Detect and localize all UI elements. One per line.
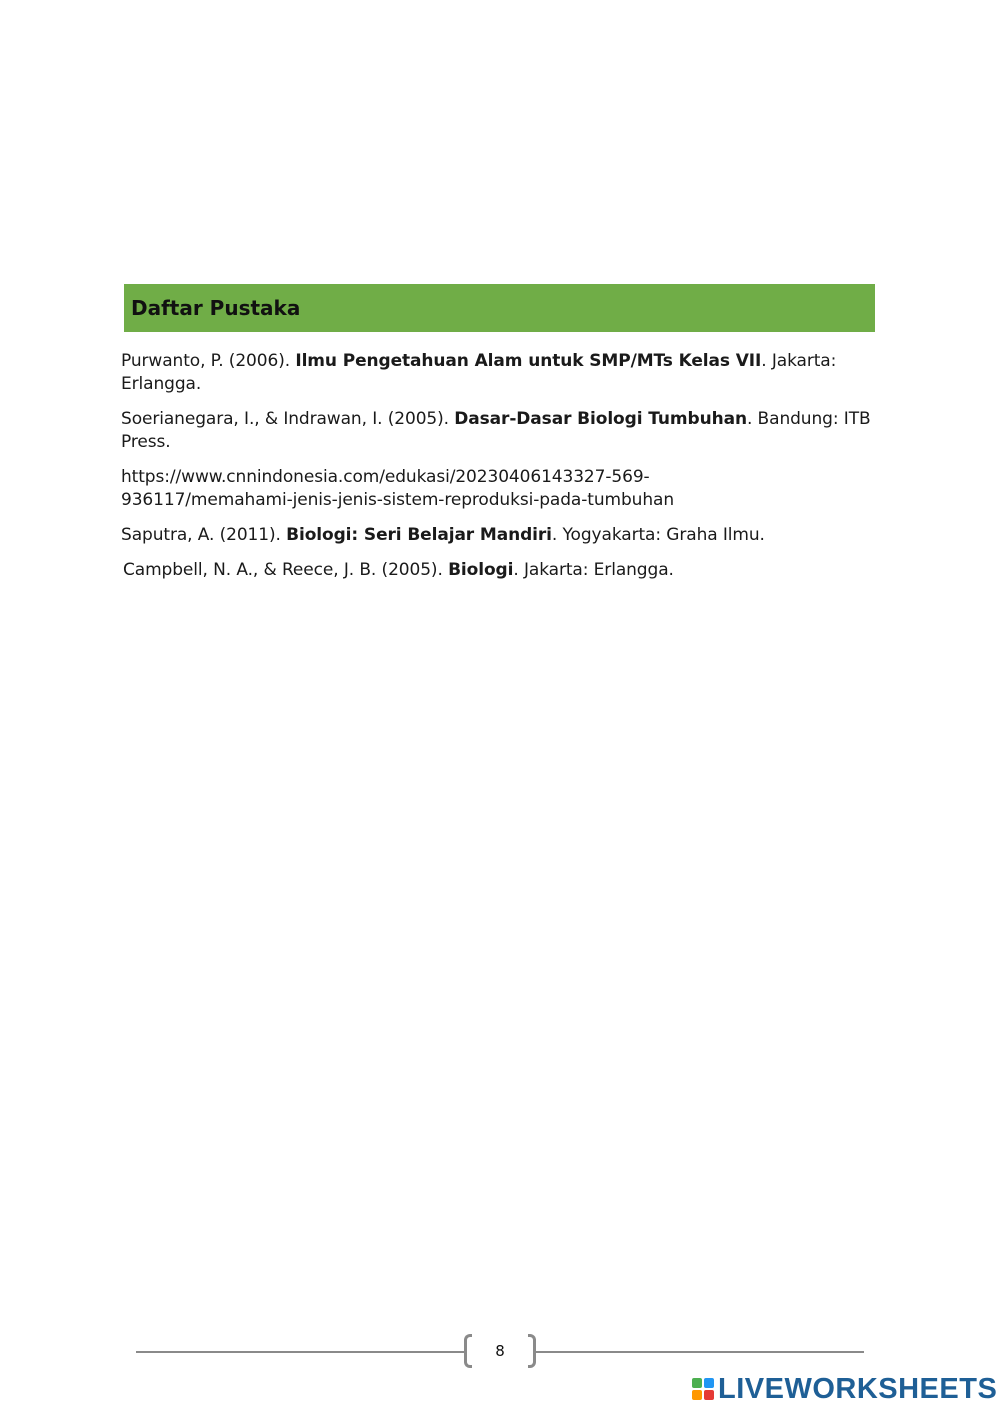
reference-item-url: [121, 466, 881, 512]
logo-square-icon: [704, 1378, 714, 1388]
reference-item: [121, 524, 881, 547]
reference-item: [121, 350, 881, 396]
reference-list: [121, 350, 881, 594]
reference-publisher: . Jakarta: Erlangga.: [513, 560, 674, 580]
reference-publisher: . Yogyakarta: Graha Ilmu.: [551, 525, 765, 545]
reference-title: Ilmu Pengetahuan Alam untuk SMP/MTs Kelas VII: [295, 351, 762, 371]
reference-item: [123, 559, 881, 582]
brand-watermark[interactable]: [692, 1373, 997, 1405]
brand-name: LIVEWORKSHEETS: [718, 1372, 998, 1405]
reference-authors: Saputra, A. (2011).: [121, 525, 287, 545]
reference-url-line-1: https://www.cnnindonesia.com/edukasi/20230406143327-569-: [121, 467, 650, 487]
logo-square-icon: [704, 1390, 714, 1400]
reference-item: [121, 408, 881, 454]
section-title: Daftar Pustaka: [131, 296, 301, 320]
logo-square-icon: [692, 1378, 702, 1388]
reference-title: Biologi: Seri Belajar Mandiri: [286, 525, 552, 545]
reference-publisher: . Bandung: ITB Press.: [121, 409, 871, 452]
page-number-box: [464, 1334, 536, 1370]
logo-square-icon: [692, 1390, 702, 1400]
liveworksheets-logo-icon: [692, 1378, 714, 1400]
reference-publisher: . Jakarta: Erlangga.: [121, 351, 837, 394]
reference-authors: Soerianegara, I., & Indrawan, I. (2005).: [121, 409, 455, 429]
footer-divider-right: [536, 1351, 864, 1353]
reference-title: Dasar-Dasar Biologi Tumbuhan: [454, 409, 747, 429]
page-number: 8: [495, 1342, 505, 1360]
reference-authors: Purwanto, P. (2006).: [121, 351, 296, 371]
reference-url-line-2: 936117/memahami-jenis-jenis-sistem-reproduksi-pada-tumbuhan: [121, 490, 675, 510]
footer-divider-left: [136, 1351, 464, 1353]
section-header: [124, 284, 875, 332]
reference-authors: Campbell, N. A., & Reece, J. B. (2005).: [123, 560, 449, 580]
reference-title: Biologi: [448, 560, 514, 580]
